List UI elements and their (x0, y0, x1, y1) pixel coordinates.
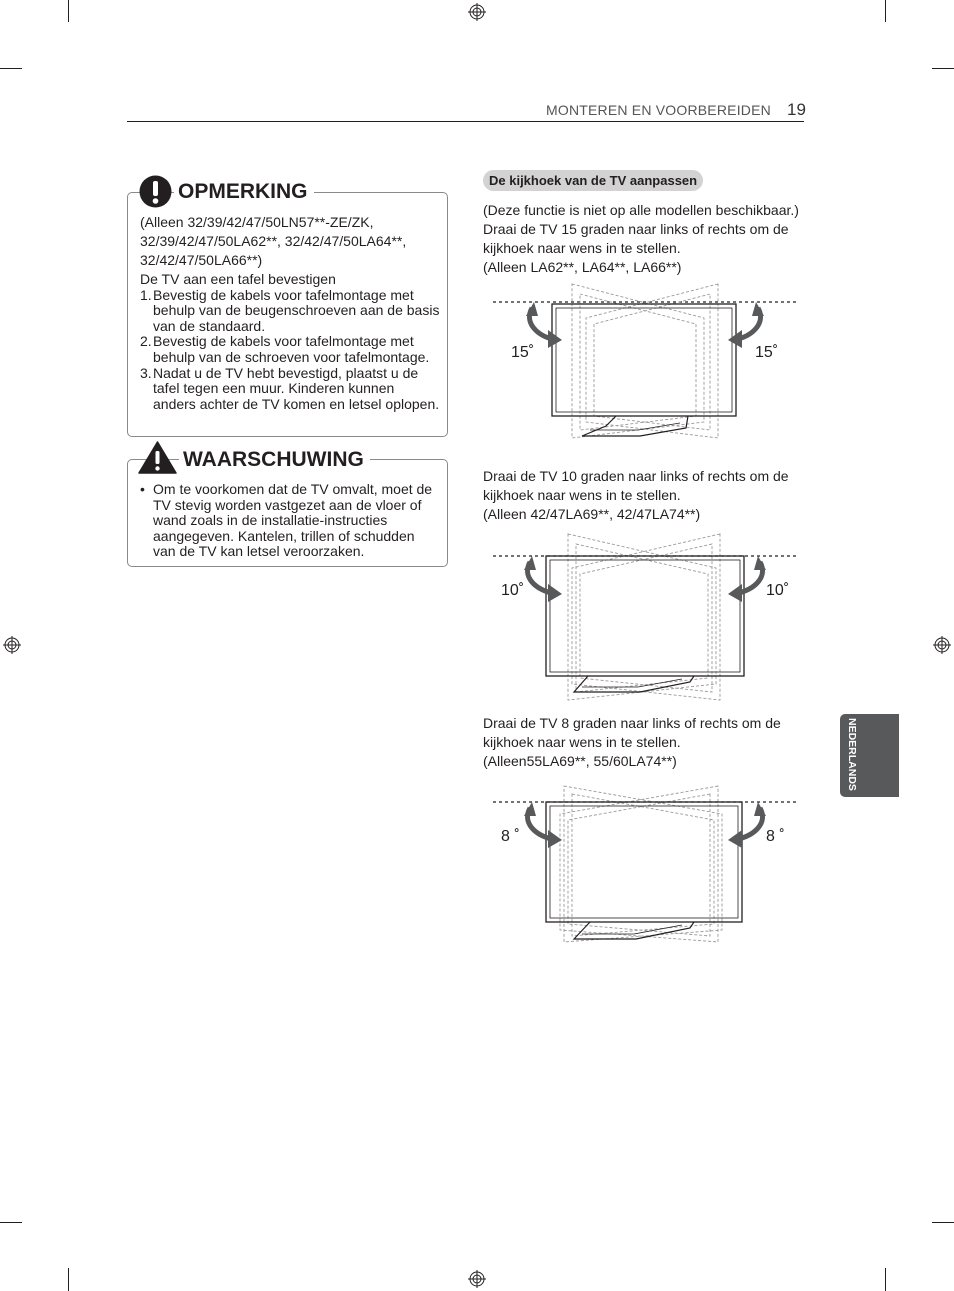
note-title: OPMERKING (174, 180, 314, 204)
registration-mark-icon (468, 1270, 486, 1288)
exclamation-circle-icon (139, 175, 172, 208)
list-item (140, 366, 440, 413)
step-text: Nadat u de TV hebt bevestigd, plaatst u de tafel tegen een muur. Kinderen kunnen anders achter de TV komen en letsel oplopen. (153, 364, 440, 412)
section-title: MONTEREN EN VOORBEREIDEN (546, 102, 771, 118)
intro-text: (Deze functie is niet op alle modellen beschikbaar.) (483, 202, 799, 218)
warning-triangle-icon (138, 441, 177, 474)
list-item (140, 288, 440, 335)
step-number: 2. (140, 333, 152, 350)
note-body (140, 213, 440, 412)
step-number: 3. (140, 364, 152, 381)
crop-mark (0, 1222, 22, 1223)
bullet: • (140, 481, 145, 497)
intro-paragraph (483, 201, 813, 277)
tv-swivel-diagram-10 (490, 532, 800, 702)
angle-label-left: 15˚ (511, 344, 535, 361)
note-subtitle: De TV aan een tafel bevestigen (140, 271, 336, 287)
registration-mark-icon (468, 3, 486, 21)
language-tab (840, 714, 899, 797)
registration-mark-icon (933, 636, 951, 654)
model-list: (Alleen LA62**, LA64**, LA66**) (483, 259, 682, 275)
crop-mark (0, 68, 22, 69)
tv-swivel-diagram-15 (490, 280, 800, 440)
crop-mark (885, 1268, 886, 1291)
instruction-text: Draai de TV 10 graden naar links of rechts om de kijkhoek naar wens in te stellen. (483, 468, 789, 503)
note-models: (Alleen 32/39/42/47/50LN57**-ZE/ZK, (140, 214, 374, 230)
angle-label-left: 8 ˚ (501, 828, 520, 845)
step-text: Bevestig de kabels voor tafelmontage met behulp van de beugenschroeven aan de basis van de standaard. (153, 286, 440, 334)
angle-label-right: 10˚ (766, 582, 790, 599)
step-number: 1. (140, 286, 152, 303)
model-list: (Alleen55LA69**, 55/60LA74**) (483, 753, 677, 769)
angle-label-left: 10˚ (501, 582, 525, 599)
step-text: Bevestig de kabels voor tafelmontage met behulp van de schroeven voor tafelmontage. (153, 333, 430, 365)
instruction-text: Draai de TV 8 graden naar links of rechts om de kijkhoek naar wens in te stellen. (483, 715, 781, 750)
list-item (140, 334, 440, 365)
instruction-paragraph (483, 467, 813, 524)
list-item (140, 482, 440, 560)
instruction-text: Draai de TV 15 graden naar links of rechts om de kijkhoek naar wens in te stellen. (483, 221, 789, 256)
section-heading: De kijkhoek van de TV aanpassen (483, 170, 703, 191)
language-tab-label: NEDERLANDS (846, 718, 858, 791)
instruction-paragraph (483, 714, 813, 771)
header-divider (127, 121, 804, 122)
registration-mark-icon (3, 636, 21, 654)
model-list: (Alleen 42/47LA69**, 42/47LA74**) (483, 506, 701, 522)
crop-mark (68, 1268, 69, 1291)
note-models: 32/39/42/47/50LA62**, 32/42/47/50LA64**, (140, 233, 407, 249)
crop-mark (932, 1222, 954, 1223)
tv-swivel-diagram-8 (490, 784, 800, 944)
angle-label-right: 8 ˚ (766, 828, 785, 845)
warning-title: WAARSCHUWING (179, 448, 370, 472)
crop-mark (932, 68, 954, 69)
crop-mark (68, 0, 69, 22)
note-steps (140, 288, 440, 413)
angle-label-right: 15˚ (755, 344, 779, 361)
warning-text: Om te voorkomen dat de TV omvalt, moet de TV stevig worden vastgezet aan de vloer of wand zoals in de installatie-instructies aangegeven. Kantelen, trillen of schudden van de TV kan letsel veroorzaken. (153, 481, 433, 560)
warning-body (140, 482, 440, 560)
note-models: 32/42/47/50LA66**) (140, 252, 263, 268)
crop-mark (885, 0, 886, 22)
warning-list (140, 482, 440, 560)
page-number: 19 (787, 100, 806, 119)
